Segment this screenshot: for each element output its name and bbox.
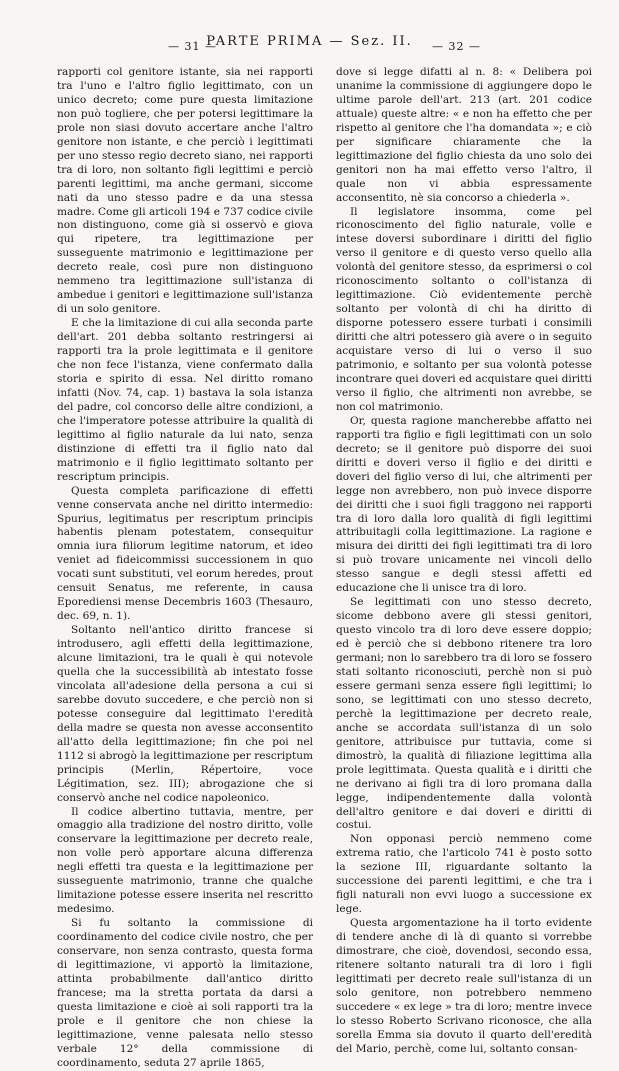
paragraph: Questa argomentazione ha il torto evidente di tendere anche di là di quanto si vorrebbe dimostrare, che cioè, dovendosi, secondo essa, ritenere soltanto naturali tra di loro i figli legittimati per decreto reale sull'istanza di un solo genitore, non potrebbero nemmeno succedere « ex lege » tra di loro; mentre invece lo stesso Roberto Scrivano riconosce, che alla sorella Emma sia dovuto il quarto dell'eredità del Mario, perchè, come lui, soltanto consan- xyxy=(336,917,592,1055)
paragraph: Non opponasi perciò nemmeno come extrema ratio, che l'articolo 741 è posto sotto la sezione III, riguardante soltanto la successione dei parenti legittimi, e che tra i figli naturali non evvi luogo a successione ex lege. xyxy=(336,833,592,916)
paragraph: Il legislatore insomma, come pel riconoscimento del figlio naturale, volle e intese doversi subordinare i diritti del figlio verso il genitore e di questo verso quello alla volontà del genitore stesso, da esprimersi o col riconoscimento soltanto o coll'istanza di legittimazione. Ciò evidentemente perchè soltanto per volontà di chi ha diritto di disporne potessero essere turbati i consimili diritti che altri potessero già avere o in seguito acquistare verso di lui o verso il suo patrimonio, e soltanto per sua volontà potesse incontrare quei doveri ed acquistare quei diritti verso il figlio, che altrimenti non avrebbe, se non col matrimonio. xyxy=(336,205,592,413)
paragraph: Se legittimati con uno stesso decreto, sicome debbono avere gli stessi genitori, questo vincolo tra di loro deve essere doppio; ed è perciò che si debbono ritenere tra loro germani; non lo sarebbero tra di loro se fossero stati soltanto riconosciuti, perchè non si può essere germani senza essere figli legittimi; lo sono, se legittimati con uno stesso decreto, perchè la legittimazione per decreto reale, anche se accordata sull'istanza di un solo genitore, attribuisce pur tuttavia, come si dimostrò, la qualità di filiazione legittima alla prole legittimata. Questa qualità e i diritti che ne derivano ai figli tra di loro promana dalla legge, indipendentemente dalla volontà dell'altro genitore e dai doveri e diritti di costui. xyxy=(336,596,592,832)
paragraph: rapporti col genitore istante, sia nei rapporti tra l'uno e l'altro figlio legittimato, con un unico decreto; come pure questa limitazione non può togliere, che per potersi legittimare la prole non siasi dovuto accertare anche l'altro genitore non istante, e che perciò i legittimati per uno stesso regio decreto siano, nei rapporti tra di loro, non soltanto figli legittimi e perciò parenti legittimi, ma anche germani, siccome nati da uno stesso padre e da una stessa madre. Come gli articoli 194 e 737 codice civile non distinguono, come già si osservò e giova qui ripetere, tra legittimazione per susseguente matrimonio e legittimazione per decreto reale, così pure non distinguono nemmeno tra legittimazione sull'istanza di ambedue i genitori e legittimazione sull'istanza di un solo genitore. xyxy=(57,66,313,316)
paragraph: Questa completa parificazione di effetti venne conservata anche nel diritto intermedio: Spurius, legitimatus per rescriptum principis habentis plenam potestatem, consequitur omnia iura filiorum legitime natorum, et ideo veniet ad fideicommissi successionem in quo vocati sunt substituti, vel eorum heredes, prout censuit Senatus, me referente, in causa Eporediensi mense Decembris 1603 (Thesauro, dec. 69, n. 1). xyxy=(57,484,313,623)
paragraph: E che la limitazione di cui alla seconda parte dell'art. 201 debba soltanto restringersi ai rapporti tra la prole legittimata e il genitore che non fece l'istanza, viene confermato dalla storia e spirito di essa. Nel diritto romano infatti (Nov. 74, cap. 1) bastava la sola istanza del padre, col concorso delle altre condizioni, a che l'imperatore potesse attribuire la qualità di legittimo al figlio naturale da lui nato, senza distinzione di effetti tra il figlio nato dal matrimonio e il figlio legittimato soltanto per rescriptum principis. xyxy=(57,317,313,483)
paragraph: Or, questa ragione mancherebbe affatto nei rapporti tra figlio e figli legittimati con un solo decreto; se il genitore può disporre dei suoi diritti e doveri verso il figlio e dei diritti e doveri del figlio verso di lui, che altrimenti per legge non avrebbero, non può invece disporre dei diritti che i suoi figli traggono nei rapporti tra di loro dalla loro qualità di figli legittimi attribuitagli colla legittimazione. La ragione e misura dei diritti dei figli legittimati tra di loro si può trovare unicamente nei vincoli dello stesso sangue e degli stessi affetti ed educazione che li unisce tra di loro. xyxy=(336,414,592,595)
page-number-left: — 31 — xyxy=(168,40,217,53)
page-header xyxy=(0,34,619,60)
paragraph: Si fu soltanto la commissione di coordinamento del codice civile nostro, che per conservare, non senza contrasto, questa forma di legittimazione, vi apportò la limitazione, attinta probabilmente dall'antico diritto francese; ma la stretta portata da darsi a questa limitazione e cioè ai soli rapporti tra la prole e il genitore che non chiese la legittimazione, venne palesata nello stesso verbale 12° della commissione di coordinamento, seduta 27 aprile 1865, xyxy=(57,917,313,1069)
paragraph: dove si legge difatti al n. 8: « Delibera poi unanime la commissione di aggiungere dopo le ultime parole dell'art. 213 (art. 201 codice attuale) queste altre: « e non ha effetto che per rispetto al genitore che l'ha domandata »; e ciò per significare chiaramente che la legittimazione del figlio chiesta da uno solo dei genitori non ha mai effetto verso l'altro, il quale non vi abbia espressamente acconsentito, nè sia concorso a chiederla ». xyxy=(336,66,592,204)
page-number-right: — 32 — xyxy=(432,40,481,53)
paragraph: Il codice albertino tuttavia, mentre, per omaggio alla tradizione del nostro diritto, volle conservare la legittimazione per decreto reale, non volle però apportare alcuna differenza negli effetti tra questa e la legittimazione per susseguente matrimonio, tranne che qualche limitazione potesse essere inserita nel rescritto medesimo. xyxy=(57,805,313,916)
right-column xyxy=(336,66,592,1055)
left-column xyxy=(57,66,313,1069)
paragraph: Soltanto nell'antico diritto francese si introdusero, agli effetti della legittimazione, alcune limitazioni, tra le quali è qui notevole quella che la successibilità ab intestato fosse vincolata all'adesione della persona a cui si sarebbe dovuto succedere, e che perciò non si potesse conseguire dal legittimato l'eredità della madre se questa non avesse acconsentito all'atto della legittimazione; fin che poi nel 1112 si abrogò la legittimazione per rescriptum principis (Merlin, Répertoire, voce Légitimation, sez. III); abrogazione che si conservò anche nel codice napoleonico. xyxy=(57,624,313,804)
running-title: PARTE PRIMA — Sez. II. xyxy=(206,34,413,49)
